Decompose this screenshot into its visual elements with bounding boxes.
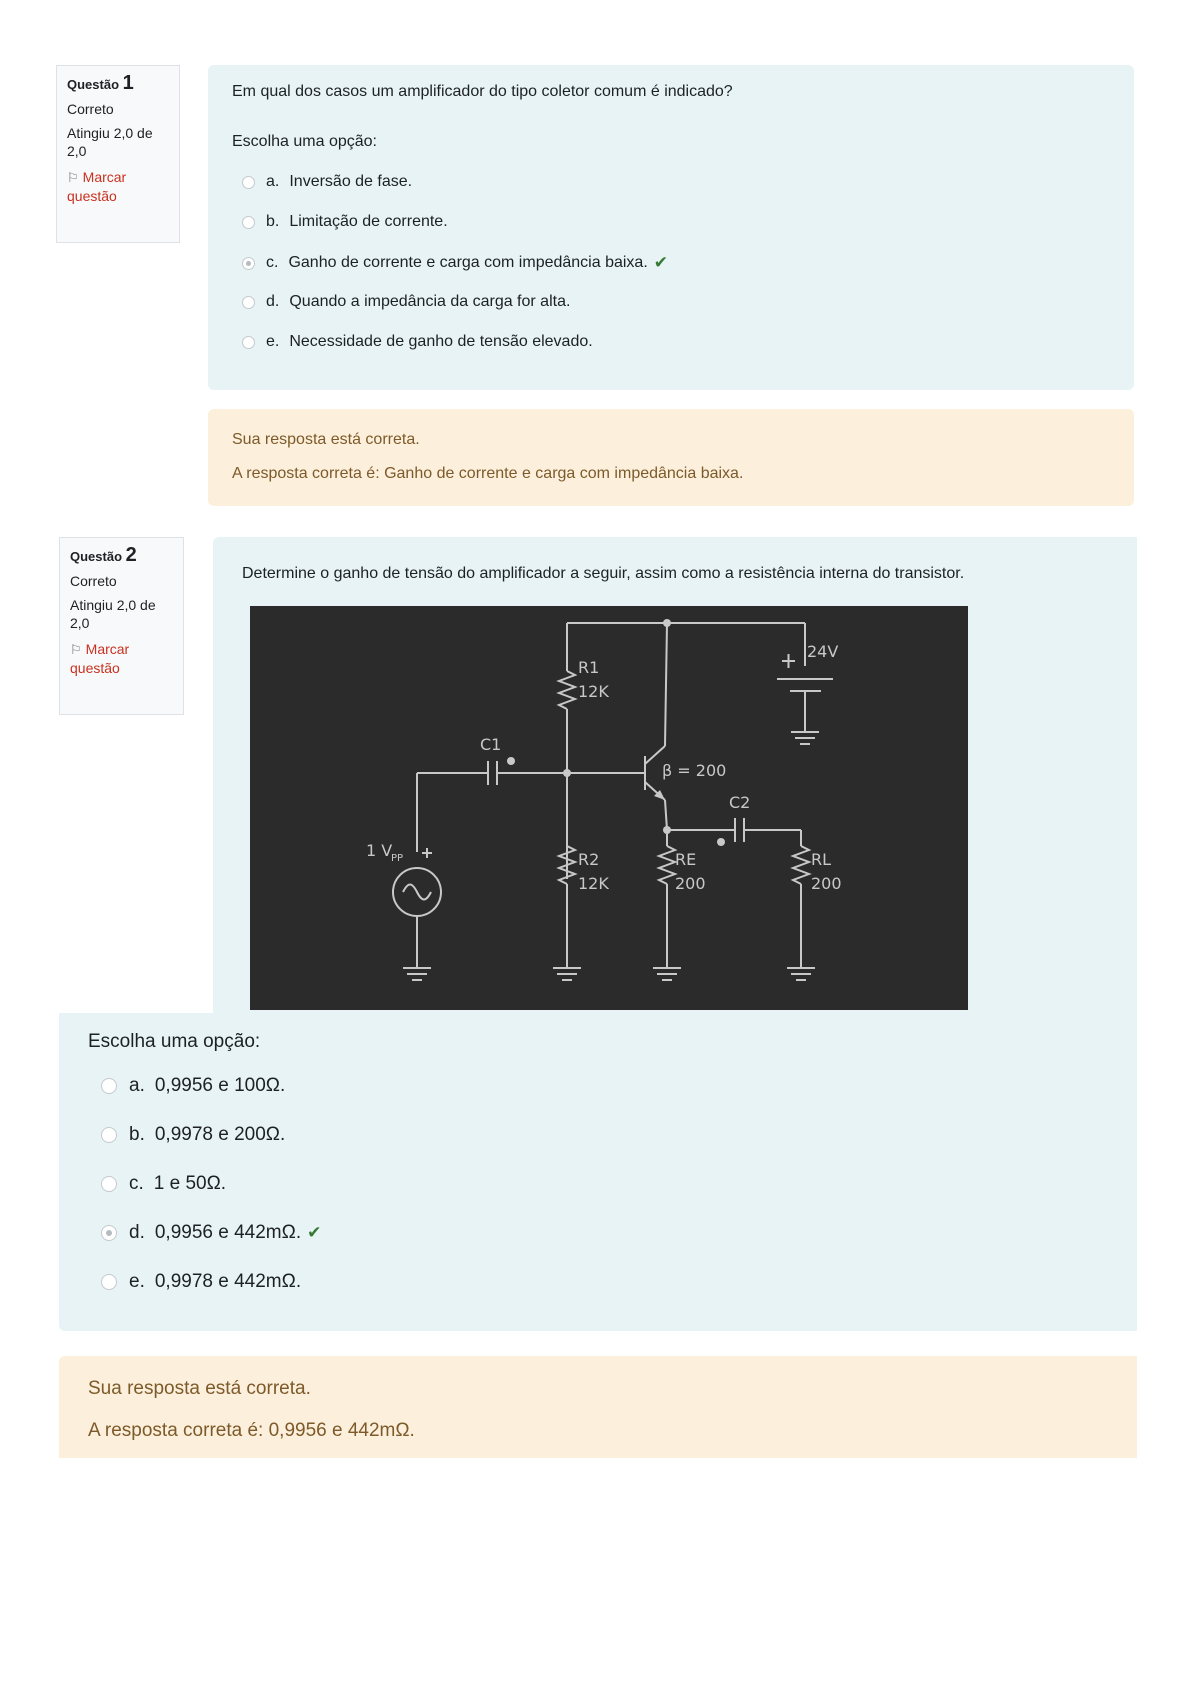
radio-icon[interactable] (101, 1274, 117, 1290)
c2-label: C2 (729, 793, 751, 812)
source-label: 1 V (366, 841, 393, 860)
question-grade: Atingiu 2,0 de 2,0 (70, 597, 156, 631)
choice-prompt: Escolha uma opção: (88, 1031, 261, 1052)
flag-question-link[interactable] (67, 168, 169, 205)
option-letter: e. (129, 1271, 145, 1292)
rl-value: 200 (811, 874, 842, 893)
c1-label: C1 (480, 735, 502, 754)
option-b[interactable] (242, 213, 448, 231)
option-text: Quando a impedância da carga for alta. (289, 293, 571, 310)
question-grade: Atingiu 2,0 de 2,0 (67, 125, 153, 159)
option-c[interactable] (101, 1173, 226, 1195)
choice-prompt: Escolha uma opção: (232, 133, 377, 150)
option-a[interactable] (242, 173, 412, 191)
re-label: RE (675, 850, 697, 869)
question-formulation-2-options (59, 1013, 1137, 1331)
circuit-svg (250, 606, 968, 1010)
option-e[interactable] (101, 1271, 301, 1293)
question-formulation-1 (208, 65, 1134, 390)
feedback-status: Sua resposta está correta. (232, 431, 420, 448)
r1-value: 12K (578, 682, 609, 701)
r2-value: 12K (578, 874, 609, 893)
option-letter: b. (266, 213, 280, 230)
circuit-diagram (250, 606, 968, 1010)
option-c[interactable] (242, 253, 668, 273)
feedback-status: Sua resposta está correta. (88, 1378, 311, 1399)
option-letter: d. (129, 1222, 145, 1243)
radio-icon[interactable] (101, 1078, 117, 1094)
flag-label: Marcar questão (67, 169, 127, 204)
question-text: Em qual dos casos um amplificador do tipo coletor comum é indicado? (232, 83, 733, 100)
r1-label: R1 (578, 658, 600, 677)
option-letter: c. (266, 254, 279, 271)
source-subscript: PP (391, 853, 404, 864)
question-info-2 (59, 537, 184, 715)
check-icon: ✔ (307, 1223, 322, 1242)
option-b[interactable] (101, 1124, 285, 1146)
radio-icon[interactable] (242, 296, 255, 309)
question-number-value: 2 (125, 544, 137, 566)
question-state: Correto (67, 101, 114, 117)
option-letter: d. (266, 293, 280, 310)
option-text: 0,9956 e 100Ω. (154, 1075, 286, 1096)
flag-icon: ⚐ (67, 170, 79, 185)
radio-icon[interactable] (242, 176, 255, 189)
option-d[interactable] (242, 293, 570, 311)
option-text: Ganho de corrente e carga com impedância baixa. (288, 254, 648, 271)
flag-question-link[interactable] (70, 640, 173, 677)
question-number (70, 546, 173, 566)
option-letter: a. (266, 173, 280, 190)
option-text: 0,9956 e 442mΩ. (154, 1222, 302, 1243)
option-text: 0,9978 e 442mΩ. (154, 1271, 302, 1292)
flag-icon: ⚐ (70, 642, 82, 657)
rl-label: RL (811, 850, 832, 869)
option-letter: e. (266, 333, 280, 350)
question-label: Questão (70, 549, 123, 564)
question-feedback-2 (59, 1356, 1137, 1458)
question-text: Determine o ganho de tensão do amplificador a seguir, assim como a resistência interna do transistor. (242, 565, 965, 582)
question-number (67, 74, 169, 94)
option-letter: c. (129, 1173, 144, 1194)
radio-icon[interactable] (101, 1127, 117, 1143)
radio-icon[interactable] (101, 1225, 117, 1241)
question-feedback-1 (208, 409, 1134, 506)
feedback-correct-answer: A resposta correta é: 0,9956 e 442mΩ. (88, 1420, 415, 1441)
option-text: Limitação de corrente. (289, 213, 448, 230)
check-icon: ✔ (653, 253, 669, 272)
re-value: 200 (675, 874, 706, 893)
option-text: Necessidade de ganho de tensão elevado. (289, 333, 593, 350)
r2-label: R2 (578, 850, 600, 869)
radio-icon[interactable] (242, 336, 255, 349)
option-letter: b. (129, 1124, 145, 1145)
option-text: Inversão de fase. (289, 173, 413, 190)
flag-label: Marcar questão (70, 641, 130, 676)
question-state: Correto (70, 573, 117, 589)
question-info-1 (56, 65, 180, 243)
option-text: 0,9978 e 200Ω. (154, 1124, 286, 1145)
feedback-correct-answer: A resposta correta é: Ganho de corrente e carga com impedância baixa. (232, 465, 744, 482)
option-a[interactable] (101, 1075, 285, 1097)
supply-label: 24V (807, 642, 839, 661)
beta-label: β = 200 (662, 761, 727, 780)
radio-icon[interactable] (242, 216, 255, 229)
radio-icon[interactable] (242, 257, 255, 270)
option-d[interactable] (101, 1222, 321, 1244)
question-label: Questão (67, 77, 120, 92)
option-e[interactable] (242, 333, 593, 351)
radio-icon[interactable] (101, 1176, 117, 1192)
option-letter: a. (129, 1075, 145, 1096)
question-number-value: 1 (122, 72, 134, 94)
option-text: 1 e 50Ω. (153, 1173, 227, 1194)
